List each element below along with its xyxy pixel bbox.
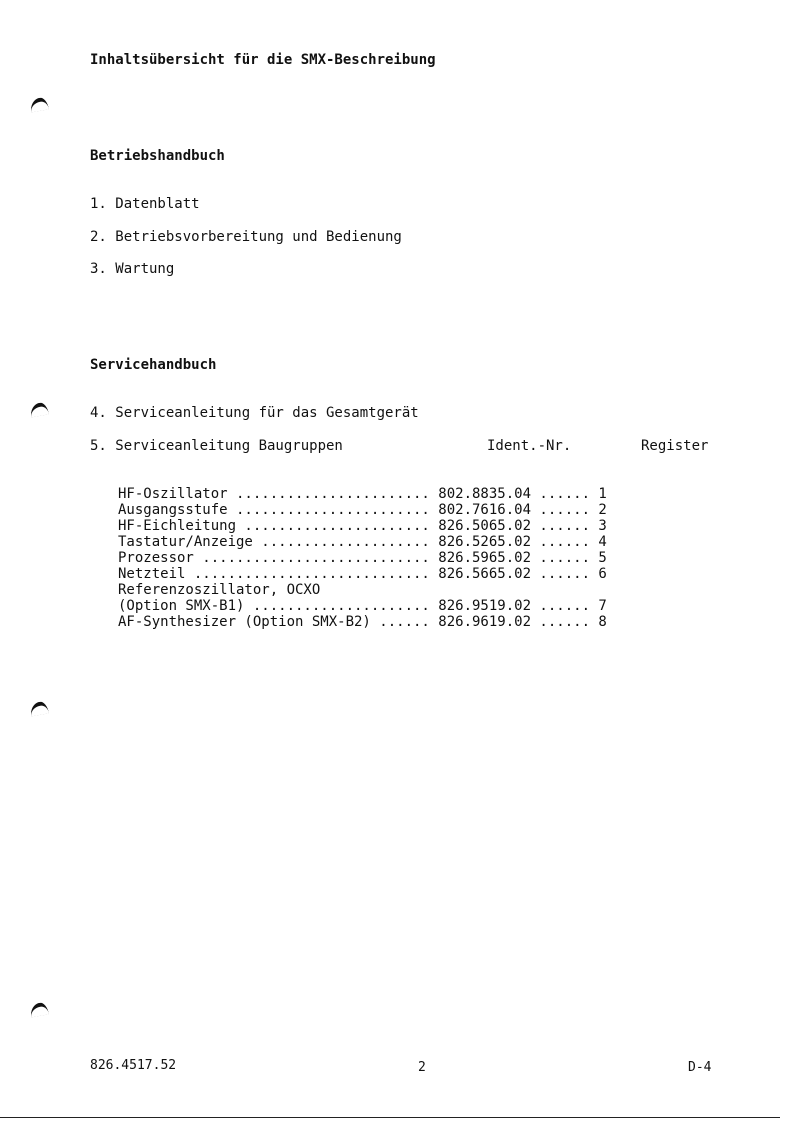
list-item: 2. Betriebsvorbereitung und Bedienung [90,229,402,245]
table-row: Netzteil ............................ 826.5665.02 ...... 6 [118,566,607,582]
list-item: 3. Wartung [90,261,175,277]
footer-code: D-4 [688,1060,712,1075]
table-row: (Option SMX-B1) ..................... 826.9519.02 ...... 7 [118,598,607,614]
table-row: Ausgangsstufe ....................... 802.7616.04 ...... 2 [118,502,607,518]
list-item: 1. Datenblatt [90,196,200,212]
column-header-ident: Ident.-Nr. [487,438,572,454]
list-item: 5. Serviceanleitung Baugruppen [90,438,343,454]
punch-hole-mark-2 [29,402,49,418]
section-heading-servicehandbuch: Servicehandbuch [90,357,217,373]
table-row: HF-Eichleitung ...................... 826.5065.02 ...... 3 [118,518,607,534]
column-header-register: Register [641,438,709,454]
table-row: Referenzoszillator, OCXO [118,582,321,598]
list-item: 4. Serviceanleitung für das Gesamtgerät [90,405,419,421]
punch-hole-mark-3 [29,701,49,717]
section-heading-betriebshandbuch: Betriebshandbuch [90,148,225,164]
table-row: AF-Synthesizer (Option SMX-B2) ...... 826.9619.02 ...... 8 [118,614,607,630]
table-row: Prozessor ........................... 826.5965.02 ...... 5 [118,550,607,566]
punch-hole-mark-4 [29,1002,49,1018]
punch-hole-mark-1 [29,97,49,113]
page-title: Inhaltsübersicht für die SMX-Beschreibung [90,52,436,68]
bottom-rule [0,1117,780,1118]
footer-doc-number: 826.4517.52 [90,1058,177,1073]
table-row: Tastatur/Anzeige .................... 826.5265.02 ...... 4 [118,534,607,550]
table-row: HF-Oszillator ....................... 802.8835.04 ...... 1 [118,486,607,502]
footer-page-number: 2 [418,1060,426,1075]
